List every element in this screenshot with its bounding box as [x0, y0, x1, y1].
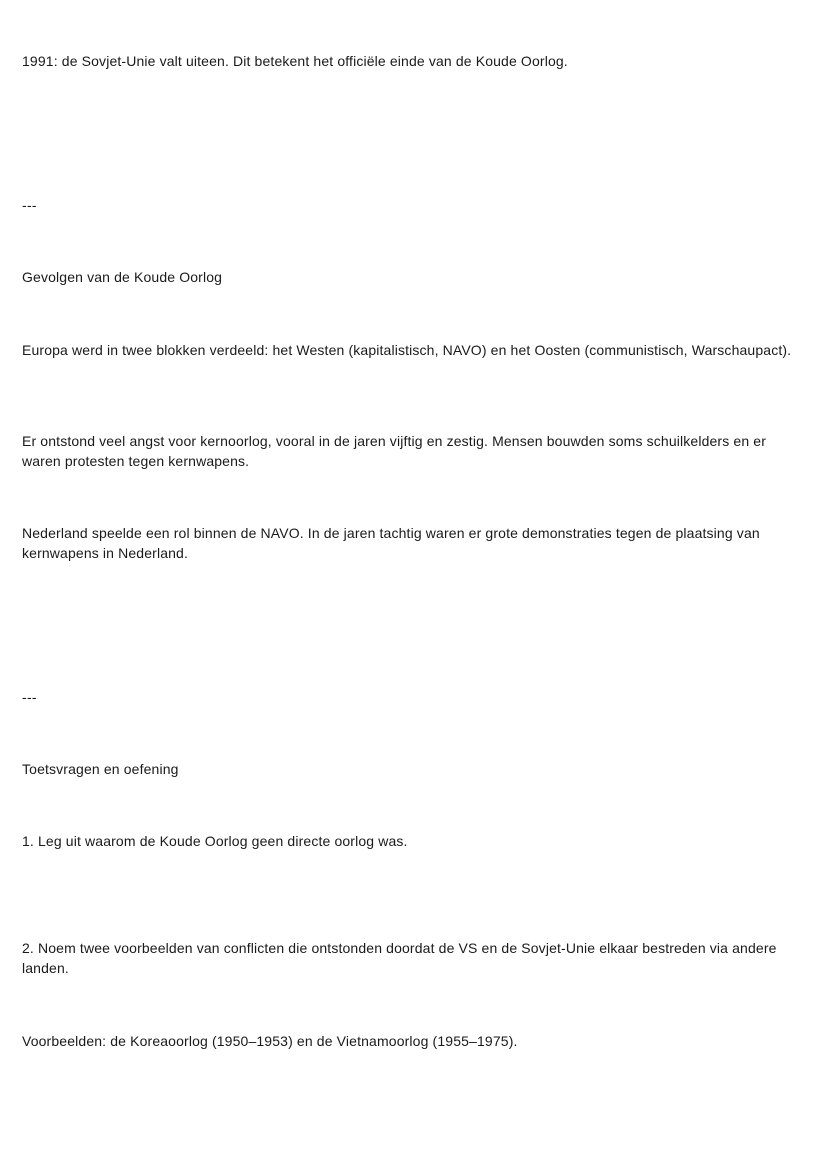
section-separator-2: --- [22, 689, 37, 705]
paragraph-europa-twee-blokken: Europa werd in twee blokken verdeeld: het Westen (kapitalistisch, NAVO) en het Oosten (communistisch, Warschaupact). [22, 342, 792, 358]
question-1: 1. Leg uit waarom de Koude Oorlog geen directe oorlog was. [22, 833, 408, 849]
paragraph-nederland-navo: Nederland speelde een rol binnen de NAVO. In de jaren tachtig waren er grote demonstraties tegen de plaatsing van kernwapens in Nederland. [22, 525, 764, 561]
paragraph-angst-voor-kernoorlog: Er ontstond veel angst voor kernoorlog, vooral in de jaren vijftig en zestig. Mensen bouwden soms schuilkelders en er waren protesten tegen kernwapens. [22, 433, 771, 469]
heading-gevolgen-van-de-koude-oorlog: Gevolgen van de Koude Oorlog [22, 269, 223, 285]
heading-toetsvragen-en-oefening: Toetsvragen en oefening [22, 761, 179, 777]
answer-voorbeelden-proxy-oorlogen: Voorbeelden: de Koreaoorlog (1950–1953) en de Vietnamoorlog (1955–1975). [22, 1033, 518, 1049]
section-separator-1: --- [22, 197, 37, 213]
question-2: 2. Noem twee voorbeelden van conflicten die ontstonden doordat de VS en de Sovjet-Unie elkaar bestreden via andere landen. [22, 940, 781, 976]
paragraph-sovjet-unie-valt-uiteen: 1991: de Sovjet-Unie valt uiteen. Dit betekent het officiële einde van de Koude Oorlog. [22, 53, 568, 69]
